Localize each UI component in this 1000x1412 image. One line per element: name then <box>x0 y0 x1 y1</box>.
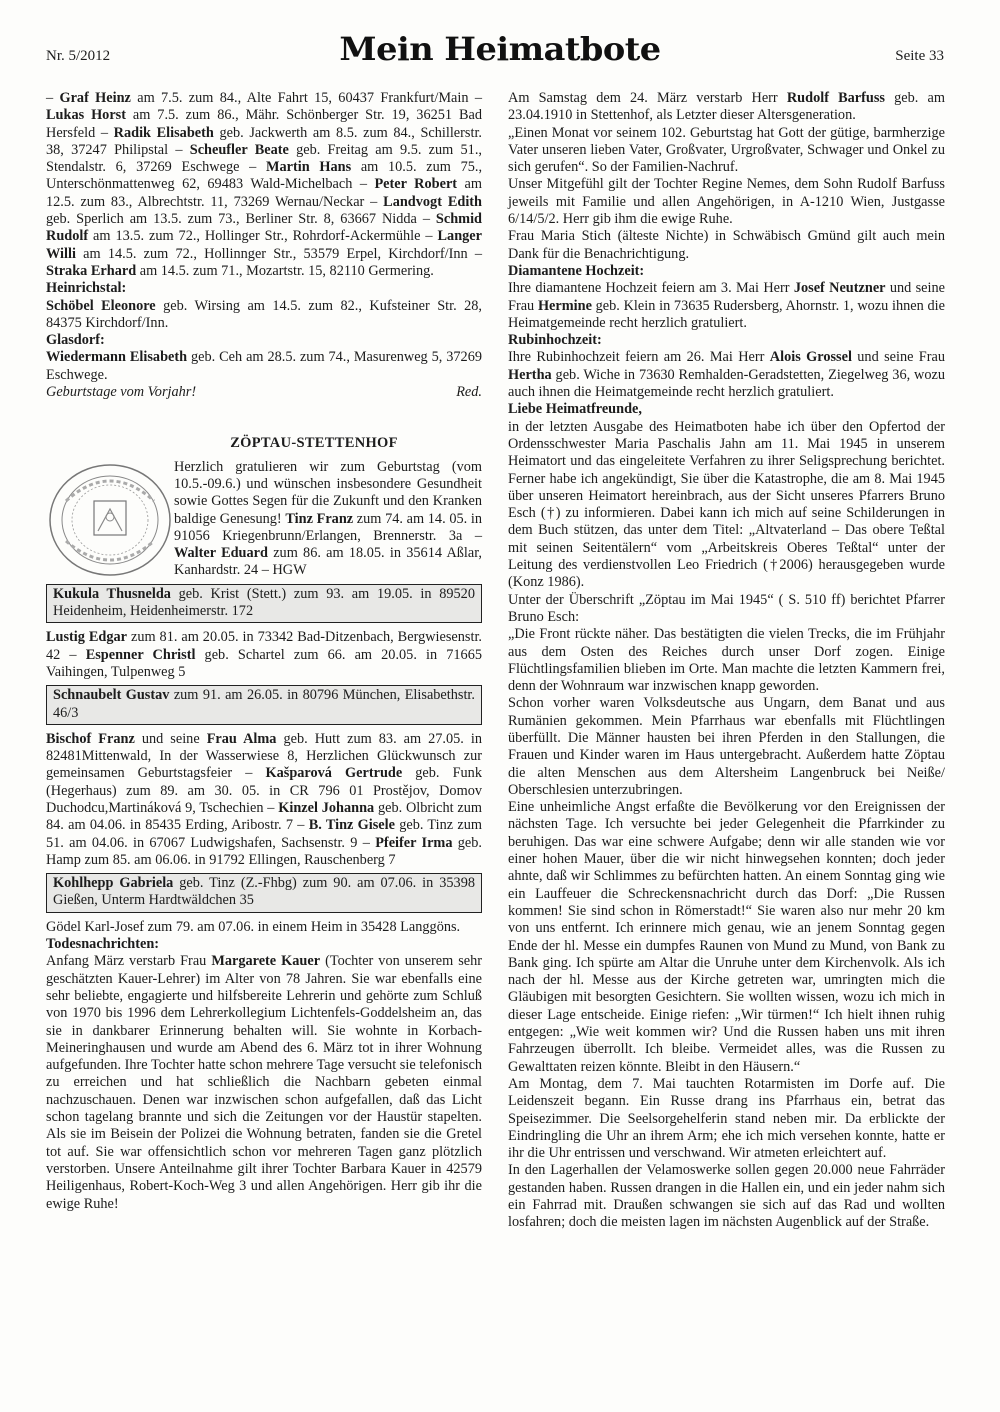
birthday-list: Bischof Franz und seine Frau Alma geb. Hutt zum 83. am 27.05. in 82481Mittenwald, In der Wasserwiese 8, Herzlichen Glückwunsch zur gemeinsamen Geburtstagsfeier – Kašparová Gertrude geb. Funk (Hegerhaus) zum 89. am 30. 05. in CR 796 01 Prostějov, Domov Duchodcu,Martináková 9, Tschechien – Kinzel Johanna geb. Olbricht zum 84. am 04.06. in 85435 Erding, Aribostr. 7 – B. Tinz Gisele geb. Tinz zum 51. am 04.06. in 67067 Ludwigshafen, Sachsenstr. 9 – Pfeifer Irma geb. Hamp zum 85. am 06.06. in 91792 Ellingen, Rauschenberg 7 <box>46 730 483 868</box>
person-name: Josef Neutzner <box>793 280 886 297</box>
person-name: Kohlhepp Gabriela <box>53 875 174 892</box>
heading-diamond-wedding: Diamantene Hochzeit: <box>508 262 645 279</box>
obituary-text: „Einen Monat vor seinem 102. Geburtstag hat Gott der gütige, barmherzige Vater unseren lieben Vater, Großvater, Urgroßvater, Schwager und Onkel zu sich gerufen“. So der Familien-Nachruf. <box>508 124 945 176</box>
person-name: Schmid Rudolf <box>46 211 482 245</box>
editor-signature: Red. <box>456 384 482 401</box>
highlight-box-text: Kohlhepp Gabriela geb. Tinz (Z.-Fhbg) zum 90. am 07.06. in 35398 Gießen, Unterm Hardtwäldchen 35 <box>53 875 475 909</box>
person-name: Margarete Kauer <box>211 953 321 970</box>
person-name: Kukula Thusnelda <box>53 585 171 602</box>
highlight-box <box>46 584 482 624</box>
glasdorf-entry: Wiedermann Elisabeth geb. Ceh am 28.5. zum 74., Masurenweg 5, 37269 Eschwege. <box>46 349 482 383</box>
birthday-list: – Graf Heinz am 7.5. zum 84., Alte Fahrt 15, 60437 Frankfurt/Main – Lukas Horst am 7.5. zum 86., Mähr. Schönberger Str. 19, 36251 Bad Hersfeld – Radik Elisabeth geb. Jackwerth am 8.5. zum 84., Schillerstr. 38, 37247 Philipstal – Scheufler Beate geb. Freitag am 9.5. zum 51., Stendalstr. 6, 37269 Eschwege – Martin Hans am 10.5. zum 75., Unterschönmattenweg 62, 69483 Wald-Michelbach – Peter Robert am 12.5. zum 83., Albrechtstr. 11, 73269 Wernau/Neckar – Landvogt Edith geb. Sperlich am 13.5. zum 73., Berliner Str. 8, 63667 Nidda – Schmid Rudolf am 13.5. zum 72., Hollinger Str., Rohrdorf-Ackermühle – Langer Willi am 14.5. zum 72., Hollinnger Str., 53579 Erpel, Kirchdorf/Inn – Straka Erhard am 14.5. zum 71., Mozartstr. 15, 82110 Germering. <box>46 90 483 279</box>
person-name: Kašparová Gertrude <box>265 765 403 782</box>
person-name: Straka Erhard <box>46 262 137 279</box>
person-name: Lukas Horst <box>46 107 127 124</box>
person-name: Hertha <box>508 366 552 383</box>
person-name: Tinz Franz <box>285 510 354 527</box>
editor-note <box>46 384 482 401</box>
left-column <box>46 90 482 1213</box>
person-name: Landvogt Edith <box>383 193 482 210</box>
obituary-text: Am Samstag dem 24. März verstarb Herr Rudolf Barfuss geb. am 23.04.1910 in Stettenhof, als Letzter dieser Altersgeneration. <box>508 90 945 124</box>
heading-letter: Liebe Heimatfreunde, <box>508 401 642 418</box>
municipal-seal-icon <box>46 461 174 579</box>
obituary-text: Frau Maria Stich (älteste Nichte) in Schwäbisch Gmünd gilt auch mein Dank für die Benachrichtigung. <box>508 228 945 262</box>
person-name: Walter Eduard <box>174 545 268 562</box>
person-name: Peter Robert <box>374 176 458 193</box>
letter-text: Schon vorher waren Volksdeutsche aus Ungarn, dem Banat und aus Rumänien gekommen. Mein Pfarrhaus war ebenfalls mit Flüchtlingen überfüllt. Die Männer hausten bei ihren Pferden in den Stallungen, die Frauen und Kinder waren im Haus untergebracht. Außerdem hatte Zöptau die alten Menschen aus dem Altersheim Langenbruck bei Neiße/ Oberschlesien unterzubringen. <box>508 695 945 798</box>
diamond-wedding-text: Ihre diamantene Hochzeit feiern am 3. Mai Herr Josef Neutzner und seine Frau Hermine geb. Klein in 73635 Rudersberg, Ahornstr. 1, wozu ihnen die Heimatgemeinde recht herzlich gratuliert. <box>508 280 945 331</box>
person-name: Scheufler Beate <box>189 141 289 158</box>
letter-text: Am Montag, dem 7. Mai tauchten Rotarmisten im Dorfe auf. Die Leidenszeit begann. Ein Russe drang ins Pfarrhaus ein, betrat das Speisezimmer. Die Seelsorgehelferin stand neben mir. Da erblickte der Eindringling die Uhr an ihrem Arm; ehe ich mich versehen konnte, hatte er ihr die Uhr entrissen und verschwand. Wir atmeten erleichtert auf. <box>508 1075 945 1162</box>
person-name: Schöbel Eleonore <box>46 297 156 314</box>
person-name: Kinzel Johanna <box>278 799 375 816</box>
person-name: Alois Grossel <box>769 349 852 366</box>
ruby-wedding-text: Ihre Rubinhochzeit feiern am 26. Mai Herr Alois Grossel und seine Frau Hertha geb. Wiche in 73630 Remhalden-Geradstetten, Ziegelweg 36, wozu auch ihnen die Heimatgemeinde recht herzlich gratuliert. <box>508 349 946 401</box>
person-name: Schnaubelt Gustav <box>53 687 170 704</box>
heading-ruby-wedding: Rubinhochzeit: <box>508 332 602 349</box>
obituary-text: Anfang März verstarb Frau Margarete Kauer (Tochter von unserem sehr geschätzten Kauer-Lehrer) im Alter von 78 Jahren. Sie war ebenfalls eine sehr beliebte, engagierte und hilfsbereite Lehrerin und gehörte zum Schluß von 1970 bis 1996 dem Lehrerkollegium Lichtenfels-Goddelsheim an, das sie in dankbarer Erinnerung behalten will. Sie wohnte in Korbach-Meineringhausen und wurde am Abend des 6. März tot in ihrer Wohnung aufgefunden. Ihre Tochter hatte schon mehrere Tage versucht sie telefonisch zu erreichen und hat schließlich die Nachbarn gebeten einmal nachzuschauen. Denen war inzwischen schon aufgefallen, daß das Licht schon tagelang brannte und sich die Zeitungen vor der Haustür stapelten. Als sie im Beisein der Polizei die Wohnung betraten, fanden sie die Gretel tot auf. Sie war offensichtlich schon vor mehreren Tagen ganz plötzlich verstorben. Unsere Anteilnahme gilt ihrer Tochter Barbara Kauer in 42579 Heiligenhaus, Robert-Koch-Weg 3 und allen Angehörigen. Herr gib ihr die ewige Ruhe! <box>46 953 483 1212</box>
person-name: Frau Alma <box>206 730 277 747</box>
heading-obituaries: Todesnachrichten: <box>46 936 160 953</box>
person-name: Bischof Franz <box>46 730 135 747</box>
letter-text: In den Lagerhallen der Velamoswerke sollen gegen 20.000 neue Fahrräder gestanden haben. Russen drangen in die Hallen ein, und ein jeder nahm sich ein Fahrrad mit. Draußen schwangen sie sich auf das Rad und wollten losfahren; doch die meisten lagen im nächsten Augenblick auf der Straße. <box>508 1162 945 1231</box>
person-name: B. Tinz Gisele <box>308 817 395 834</box>
person-name: Hermine <box>537 297 592 314</box>
heading-heinrichstal: Heinrichstal: <box>46 280 127 297</box>
greeting-block <box>46 459 482 580</box>
birthday-list: Gödel Karl-Josef zum 79. am 07.06. in einem Heim in 35428 Langgöns. <box>46 918 461 935</box>
person-name: Rudolf Barfuss <box>786 90 885 106</box>
letter-text: Eine unheimliche Angst erfaßte die Bevölkerung vor den Ereignissen der nächsten Tage. Ich versuchte bei jeder Gelegenheit die Pfarrkinder zu beruhigen. Das war eine schwere Aufgabe; denn wir alle standen wie vor einer hohen Mauer, über die wir nicht hinwegsehen konnten; doch jeder ahnte, daß wir Schlimmes zu befürchten hatten. An einem Sonntag ging wie ein Lauffeuer die Schreckensnachricht durch das Dorf: „Die Russen kommen! Sie sind schon in Römerstadt!“ Sie waren also nur mehr 20 km von uns entfernt. Ich erinnere mich genau, wie an jenem Sonntag gegen Ende der hl. Messe ein dumpfes Raunen von Mund zu Mund, von Bank zu Bank ging. Ich spürte am Altar die Unruhe unter dem Kirchenvolk. Als ich nach der hl. Messe aus der Kirche getreten war, umringten mich die Gläubigen mit besorgten Gesichtern. Sie wollten wissen, wozu ich mich in dieser Lage entscheide. Einige riefen: „Wir türmen!“ Ich hielt ihnen ruhig entgegen: „Wie weit kommen wir? Und die Russen haben uns mit ihren Fahrzeugen überrollt. Ich bleibe. Vermeidet alles, was die Russen zu Gewalttaten reizen könnte. Bleibt in den Häusern.“ <box>508 799 945 1075</box>
highlight-box <box>46 685 482 725</box>
person-name: Pfeifer Irma <box>375 834 453 851</box>
person-name: Espenner Christl <box>85 646 196 663</box>
person-name: Graf Heinz <box>59 90 131 106</box>
highlight-box-text: Schnaubelt Gustav zum 91. am 26.05. in 80796 München, Elisabethstr. 46/3 <box>53 687 475 721</box>
letter-text: in der letzten Ausgabe des Heimatboten habe ich über den Opfertod der Ordensschwester Maria Paschalis Jahn am 11. Mai 1945 in unserem Heimatort und das eingeleitete Verfahren zu ihrer Seligsprechung berichtet. Ferner habe ich angekündigt, Sie über die Katastrophe, die am 8. Mai 1945 über unseren Heimatort hereinbrach, aus der Sicht unseres Pfarrers Bruno Esch (†) zu informieren. Dabei kann ich mich auf seine Schilderungen in dem Buch stützen, das unter dem Titel: „Altvaterland – Das obere Teßtal mit seinen Seitentälern“ vom „Arbeitskreis Oberes Teßtal“ unter der Leitung des verdienstvollen Leo Friedrich (†2006) herausgegeben wurde (Konz 1986). <box>508 418 945 591</box>
masthead-logo: Mein Heimatbote <box>339 30 661 68</box>
heinrichstal-entry: Schöbel Eleonore geb. Wirsing am 14.5. zum 82., Kufsteiner Str. 28, 84375 Kirchdorf/Inn. <box>46 297 482 331</box>
letter-text: „Die Front rückte näher. Das bestätigten die vielen Trecks, die im Frühjahr aus dem Osten des Reiches durch unser Dorf zogen. Einige Flüchtlingsfamilien blieben im Orte. Man machte die letzten Kammern frei, denn der Wohnraum war inzwischen knapp geworden. <box>508 626 945 695</box>
highlight-box <box>46 873 482 913</box>
person-name: Lustig Edgar <box>46 629 128 646</box>
section-title: ZÖPTAU-STETTENHOF <box>230 435 398 452</box>
letter-text: Unter der Überschrift „Zöptau im Mai 1945“ ( S. 510 ff) berichtet Pfarrer Bruno Esch: <box>508 591 945 625</box>
person-name: Langer Willi <box>46 228 482 262</box>
right-column <box>508 90 945 1232</box>
issue-number: Nr. 5/2012 <box>46 48 111 64</box>
obituary-text: Unser Mitgefühl gilt der Tochter Regine Nemes, dem Sohn Rudolf Barfuss jeweils mit Familie und allen Angehörigen, in A-1210 Wien, Justgasse 6/14/5/2. Herr gib ihm die ewige Ruhe. <box>508 176 945 228</box>
person-name: Wiedermann Elisabeth <box>46 349 188 366</box>
greeting-text: Herzlich gratulieren wir zum Geburtstag (vom 10.5.-09.6.) und wünschen insbesondere Gesundheit sowie Gottes Segen für die Zukunft und den Kranken baldige Genesung! Tinz Franz zum 74. am 14. 05. in 91056 Kriegenbrunn/Erlangen, Brennerstr. 3a – Walter Eduard zum 86. am 18.05. in 35614 Aßlar, Kanhardstr. 24 – HGW <box>174 458 482 579</box>
highlight-box-text: Kukula Thusnelda geb. Krist (Stett.) zum 93. am 19.05. in 89520 Heidenheim, Heidenheimerstr. 172 <box>53 585 475 620</box>
birthday-list: Lustig Edgar zum 81. am 20.05. in 73342 Bad-Ditzenbach, Bergwiesenstr. 42 – Espenner Christl geb. Schartel zum 66. am 20.05. in 71665 Vaihingen, Tulpenweg 5 <box>46 629 483 680</box>
person-name: Martin Hans <box>265 159 352 176</box>
page-number: Seite 33 <box>895 48 944 64</box>
person-name: Radik Elisabeth <box>113 124 214 141</box>
heading-glasdorf: Glasdorf: <box>46 332 105 349</box>
editor-note-text: Geburtstage vom Vorjahr! <box>46 384 197 401</box>
